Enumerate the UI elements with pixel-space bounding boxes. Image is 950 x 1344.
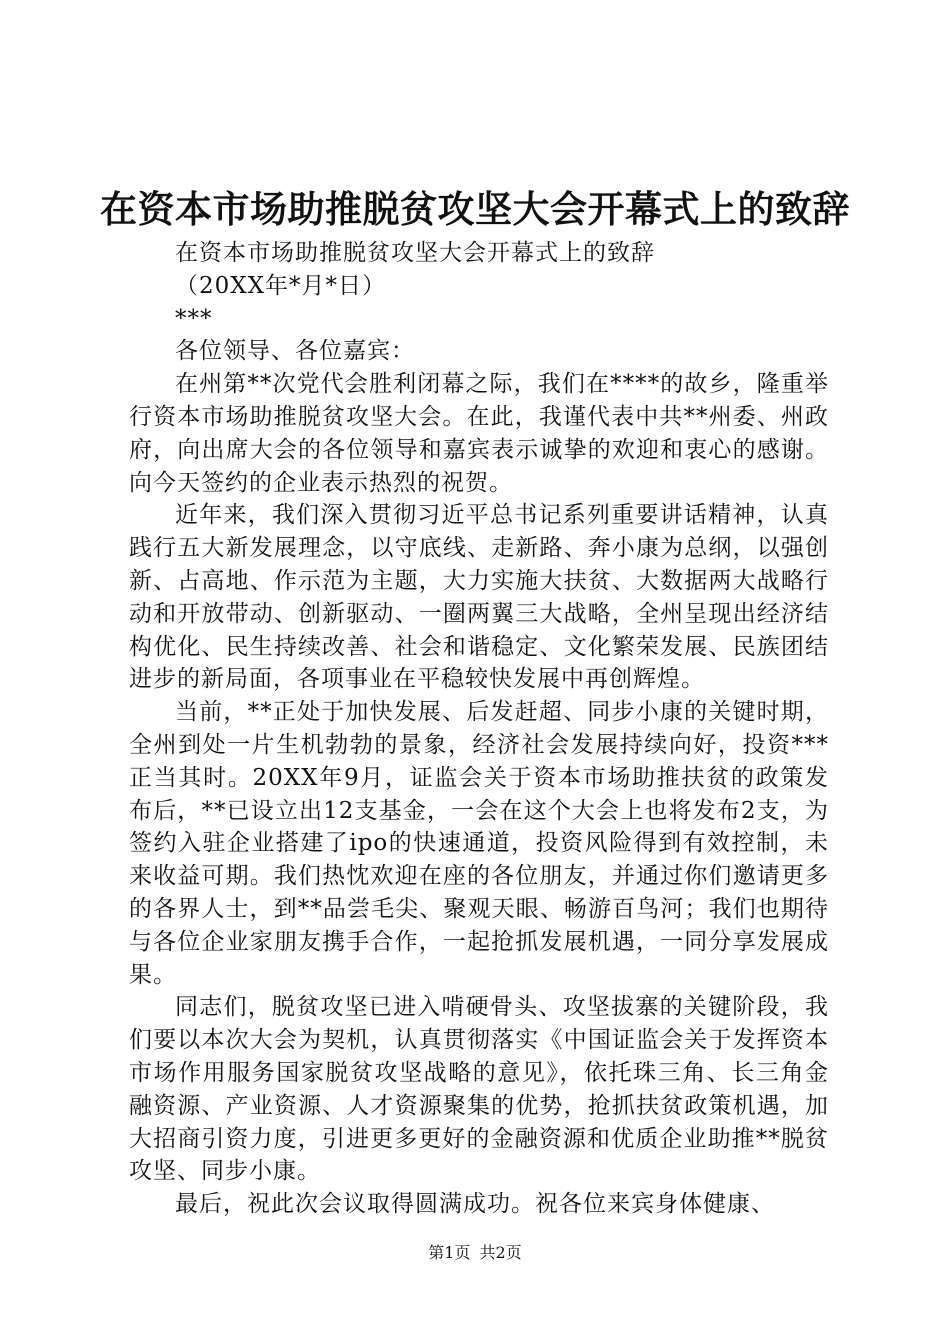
subtitle-paragraph: 在资本市场助推脱贫攻坚大会开幕式上的致辞 xyxy=(175,240,655,266)
body-paragraph: 近年来，我们深入贯彻习近平总书记系列重要讲话精神，认真践行五大新发展理念，以守底线、走新路、奔小康为总纲，以强创新、占高地、作示范为主题，大力实施大扶贫、大数据两大战略行动和开放带动、创新驱动、一圈两翼三大战略，全州呈现出经济结构优化、民生持续改善、社会和谐稳定、文化繁荣发展、民族团结进步的新局面，各项事业在平稳较快发展中再创辉煌。 xyxy=(129,502,829,693)
body-paragraph: 当前，**正处于加快发展、后发赶超、同步小康的关键时期，全州到处一片生机勃勃的景象，经济社会发展持续向好，投资***正当其时。20XX年9月，证监会关于资本市场助推扶贫的政策发布后，**已设立出12支基金，一会在这个大会上也将发布2支，为签约入驻企业搭建了ipo的快速通道，投资风险得到有效控制，未来收益可期。我们热忱欢迎在座的各位朋友，并通过你们邀请更多的各界人士，到**品尝毛尖、聚观天眼、畅游百鸟河；我们也期待与各位企业家朋友携手合作，一起抢抓发展机遇，一同分享发展成果。 xyxy=(129,699,829,988)
date-paragraph: （20XX年*月*日） xyxy=(175,272,387,299)
document-body xyxy=(129,237,829,1221)
body-paragraph: 最后，祝此次会议取得圆满成功。祝各位来宾身体健康、 xyxy=(175,1191,775,1218)
salutation-paragraph: 各位领导、各位嘉宾： xyxy=(175,338,415,365)
page-footer xyxy=(0,1242,950,1264)
page-total: 共2页 xyxy=(479,1243,522,1262)
body-paragraph: 同志们，脱贫攻坚已进入啃硬骨头、攻坚拔寨的关键阶段，我们要以本次大会为契机，认真贯彻落实《中国证监会关于发挥资本市场作用服务国家脱贫攻坚战略的意见》，依托珠三角、长三角金融资源、产业资源、人才资源聚集的优势，抢抓扶贫政策机遇，加大招商引资力度，引进更多更好的金融资源和优质企业助推**脱贫攻坚、同步小康。 xyxy=(129,994,829,1185)
body-paragraph: 在州第**次党代会胜利闭幕之际，我们在****的故乡，隆重举行资本市场助推脱贫攻坚大会。在此，我谨代表中共**州委、州政府，向出席大会的各位领导和嘉宾表示诚挚的欢迎和衷心的感谢。向今天签约的企业表示热烈的祝贺。 xyxy=(129,371,829,496)
page-number: 第1页 xyxy=(428,1243,471,1262)
document-title: 在资本市场助推脱贫攻坚大会开幕式上的致辞 xyxy=(100,188,850,231)
speaker-paragraph: *** xyxy=(175,305,213,332)
